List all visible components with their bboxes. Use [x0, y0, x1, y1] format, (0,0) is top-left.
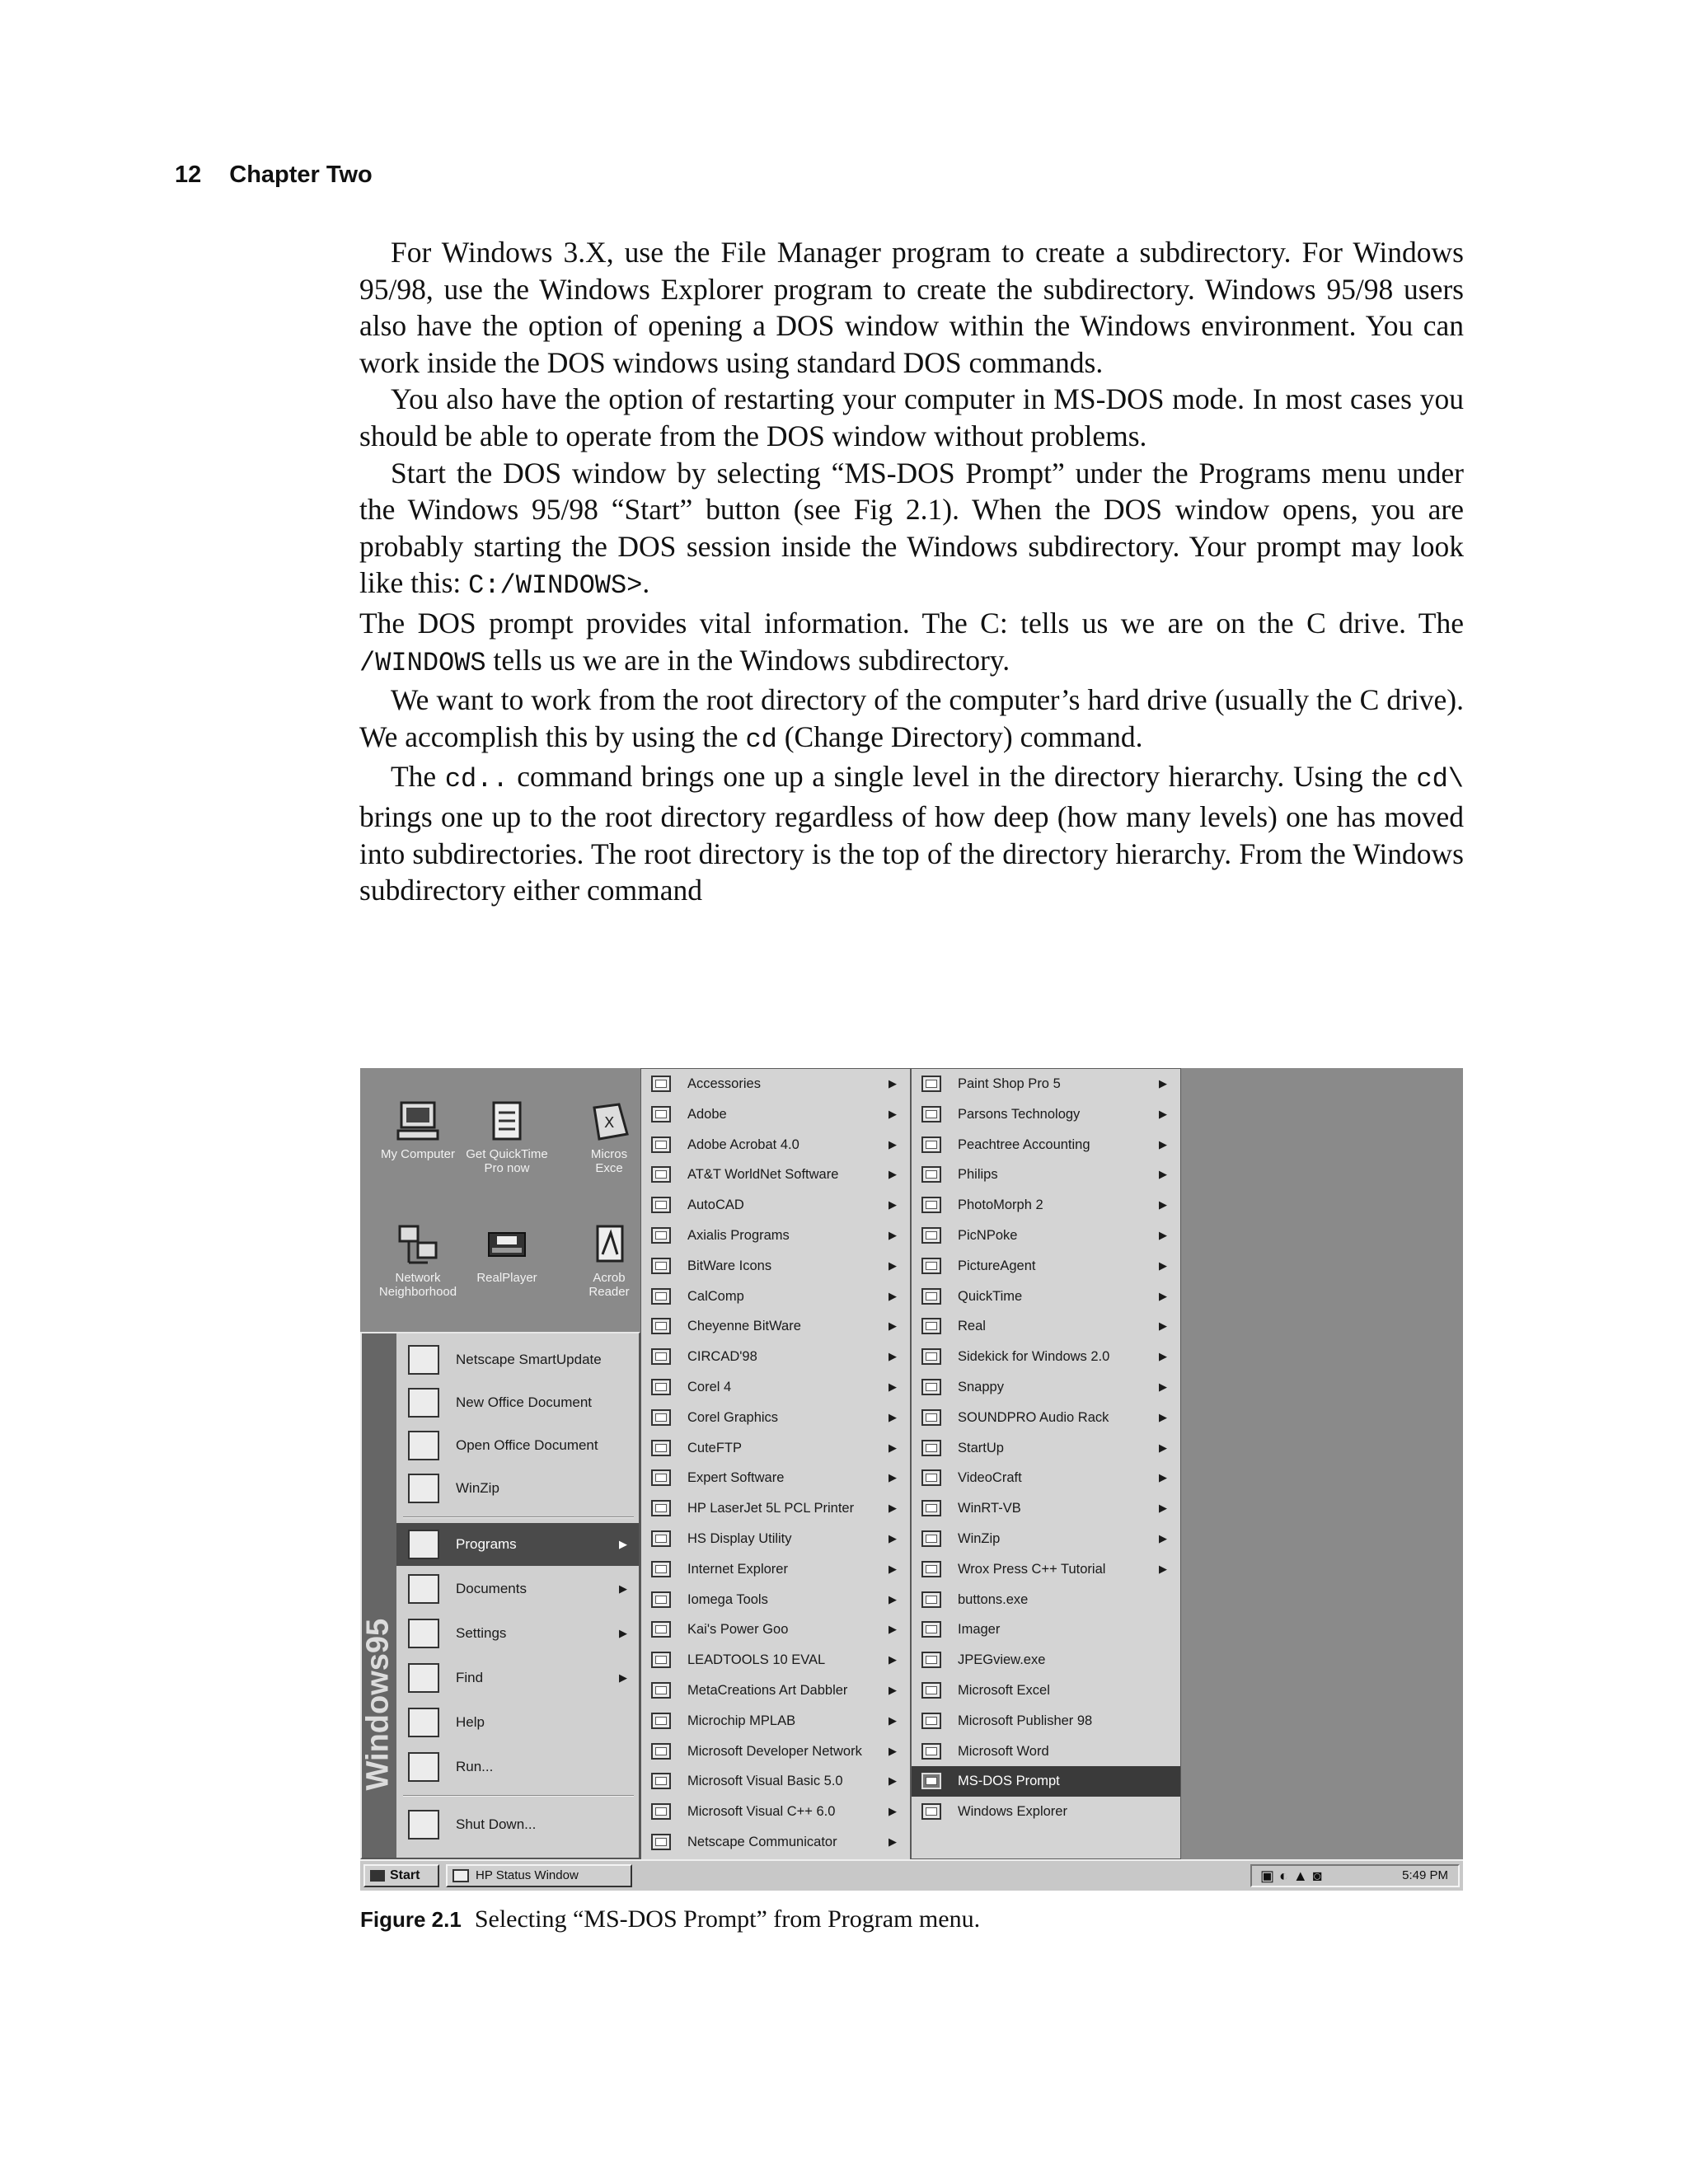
figure-label: Figure 2.1 [360, 1907, 462, 1932]
label: Iomega Tools [687, 1591, 768, 1607]
start-item-find[interactable] [396, 1657, 639, 1699]
programs-menu-column-1 [640, 1068, 911, 1891]
start-item-run[interactable] [396, 1746, 639, 1788]
program-item-winzip[interactable] [912, 1524, 1180, 1554]
program-group-icon [651, 1137, 671, 1153]
program-item-iomega-tools[interactable] [641, 1585, 910, 1615]
label: Start [390, 1868, 420, 1882]
taskbar-button-hp-status[interactable] [446, 1864, 632, 1887]
program-group-icon [651, 1166, 671, 1183]
program-group-icon [651, 1682, 671, 1699]
program-group-icon [651, 1197, 671, 1213]
start-item-programs[interactable] [396, 1523, 639, 1566]
desktop-icon-realplayer[interactable] [449, 1225, 565, 1285]
program-group-icon [921, 1621, 941, 1638]
p5-end: (Change Directory) command. [776, 719, 1143, 753]
program-group-icon [651, 1348, 671, 1365]
paragraph-2: You also have the option of restarting your computer in MS-DOS mode. In most cases you should be able to operate from the DOS window without problems. [359, 382, 1464, 452]
label: Corel 4 [687, 1379, 732, 1394]
program-item-microsoft-excel[interactable] [912, 1675, 1180, 1706]
submenu-arrow-icon: ▶ [1159, 1228, 1167, 1241]
submenu-arrow-icon: ▶ [889, 1653, 897, 1666]
paragraph-4 [359, 605, 1464, 682]
label: Help [456, 1714, 485, 1730]
code-prompt: C:/WINDOWS> [468, 570, 643, 602]
label: RealPlayer [476, 1271, 537, 1285]
submenu-arrow-icon: ▶ [889, 1774, 897, 1788]
program-item-corel-graphics[interactable] [641, 1403, 910, 1433]
start-item-new-office-document[interactable] [396, 1381, 639, 1424]
label: Parsons Technology [958, 1106, 1081, 1122]
program-item-soundpro-audio-rack[interactable] [912, 1403, 1180, 1433]
label: MetaCreations Art Dabbler [687, 1682, 848, 1698]
program-item-circad-98[interactable] [641, 1342, 910, 1372]
program-group-icon [651, 1469, 671, 1486]
program-group-icon [921, 1773, 941, 1789]
document-icon [484, 1101, 530, 1142]
code-cd-dotdot: cd.. [444, 764, 509, 795]
label: Adobe [687, 1106, 727, 1122]
label: MS-DOS Prompt [958, 1774, 1060, 1789]
p6-middle: command brings one up a single level in the directory hierarchy. Using the [508, 760, 1417, 794]
program-item-parsons-technology[interactable] [912, 1099, 1180, 1130]
label: Netscape SmartUpdate [456, 1352, 602, 1367]
label: Settings [456, 1625, 507, 1641]
program-item-microsoft-developer-network[interactable] [641, 1736, 910, 1767]
program-item-expert-software[interactable] [641, 1463, 910, 1493]
label: Axialis Programs [687, 1227, 790, 1243]
submenu-arrow-icon: ▶ [889, 1441, 897, 1454]
label: Adobe Acrobat 4.0 [687, 1137, 799, 1152]
program-group-icon [651, 1076, 671, 1092]
program-group-icon [651, 1227, 671, 1244]
program-item-startup[interactable] [912, 1433, 1180, 1464]
start-item-open-office-document[interactable] [396, 1424, 639, 1467]
program-group-icon [921, 1561, 941, 1577]
label: My Computer [380, 1147, 456, 1161]
program-group-icon [651, 1530, 671, 1547]
program-group-icon [921, 1258, 941, 1274]
submenu-arrow-icon: ▶ [889, 1531, 897, 1544]
run-icon [408, 1752, 439, 1782]
label-2: Pro now [484, 1161, 530, 1175]
p3-end: . [642, 566, 650, 600]
window-icon [452, 1869, 469, 1882]
submenu-arrow-icon: ▶ [889, 1410, 897, 1423]
chapter-title: Chapter Two [229, 162, 373, 188]
submenu-arrow-icon: ▶ [889, 1592, 897, 1605]
label: Microsoft Developer Network [687, 1743, 862, 1759]
start-button[interactable] [363, 1864, 439, 1887]
program-item-metacreations-art-dabbler[interactable] [641, 1675, 910, 1706]
label: Sidekick for Windows 2.0 [958, 1349, 1110, 1365]
shutdown-icon [408, 1810, 439, 1840]
program-group-icon [921, 1106, 941, 1122]
p4-end: tells us we are in the Windows subdirectory. [485, 643, 1010, 677]
submenu-arrow-icon: ▶ [619, 1671, 627, 1684]
code-cd: cd [745, 724, 777, 755]
label: Network [395, 1271, 441, 1285]
submenu-arrow-icon: ▶ [889, 1228, 897, 1241]
submenu-arrow-icon: ▶ [1159, 1471, 1167, 1484]
program-group-icon [921, 1318, 941, 1334]
desktop-icon-excel[interactable] [576, 1101, 642, 1175]
program-group-icon [921, 1348, 941, 1365]
submenu-arrow-icon: ▶ [889, 1350, 897, 1363]
computer-icon [395, 1101, 441, 1142]
program-item-philips[interactable] [912, 1160, 1180, 1190]
submenu-arrow-icon: ▶ [889, 1713, 897, 1727]
svg-text:X: X [604, 1114, 615, 1132]
program-group-icon [651, 1561, 671, 1577]
netscape-icon [408, 1345, 439, 1375]
label-2: Exce [595, 1161, 623, 1175]
program-item-microchip-mplab[interactable] [641, 1706, 910, 1736]
label: Netscape Communicator [687, 1834, 837, 1849]
label: Shut Down... [456, 1816, 537, 1832]
program-item-microsoft-word[interactable] [912, 1736, 1180, 1767]
start-item-netscape-smartupdate[interactable] [396, 1338, 639, 1381]
program-group-icon [651, 1318, 671, 1334]
program-group-icon [651, 1743, 671, 1760]
clock: 5:49 PM [1402, 1868, 1448, 1882]
label: HP Status Window [476, 1868, 579, 1882]
windows95-banner [362, 1333, 396, 1858]
start-item-winzip[interactable] [396, 1467, 639, 1510]
p4-text: The DOS prompt provides vital information. The C: tells us we are on the C drive. The [359, 606, 1464, 640]
excel-icon [586, 1101, 632, 1142]
submenu-arrow-icon: ▶ [1159, 1077, 1167, 1090]
program-item-videocraft[interactable] [912, 1463, 1180, 1493]
find-icon [408, 1663, 439, 1693]
label: Wrox Press C++ Tutorial [958, 1561, 1106, 1577]
label: Accessories [687, 1076, 761, 1091]
page-number: 12 [175, 162, 202, 188]
label: StartUp [958, 1440, 1004, 1455]
label: Get QuickTime [466, 1147, 548, 1161]
program-group-icon [651, 1379, 671, 1395]
program-group-icon [921, 1440, 941, 1456]
program-item-microsoft-visual-basic-5-0[interactable] [641, 1766, 910, 1797]
submenu-arrow-icon: ▶ [889, 1168, 897, 1181]
submenu-arrow-icon: ▶ [1159, 1198, 1167, 1212]
code-cd-root: cd\ [1416, 764, 1464, 795]
submenu-arrow-icon: ▶ [1159, 1531, 1167, 1544]
caption-text: Selecting “MS-DOS Prompt” from Program menu. [474, 1905, 981, 1933]
program-group-icon [921, 1288, 941, 1305]
system-tray [1250, 1864, 1460, 1887]
label: New Office Document [456, 1394, 593, 1410]
submenu-arrow-icon: ▶ [889, 1502, 897, 1515]
label: Open Office Document [456, 1437, 598, 1453]
label: Snappy [958, 1379, 1004, 1394]
program-item-accessories[interactable] [641, 1069, 910, 1099]
program-group-icon [651, 1591, 671, 1608]
program-item-pictureagent[interactable] [912, 1251, 1180, 1282]
p5-text: We want to work from the root directory of the computer’s hard drive (usually the C drive). We accomplish this by using the [359, 683, 1464, 753]
program-item-real[interactable] [912, 1311, 1180, 1342]
program-item-microsoft-visual-c-6-0[interactable] [641, 1797, 910, 1827]
submenu-arrow-icon: ▶ [889, 1683, 897, 1696]
realplayer-icon [484, 1225, 530, 1266]
running-head [175, 162, 373, 189]
network-icon [395, 1225, 441, 1266]
submenu-arrow-icon: ▶ [619, 1582, 627, 1595]
label: buttons.exe [958, 1591, 1029, 1607]
documents-icon [408, 1574, 439, 1604]
program-group-icon [921, 1197, 941, 1213]
program-group-icon [921, 1379, 941, 1395]
program-group-icon [651, 1773, 671, 1789]
start-item-documents[interactable] [396, 1568, 639, 1610]
acrobat-icon [586, 1225, 632, 1266]
desktop-icon-acrobat[interactable] [576, 1225, 642, 1299]
label: PictureAgent [958, 1258, 1036, 1273]
program-group-icon [921, 1227, 941, 1244]
label: QuickTime [958, 1288, 1023, 1304]
program-item-leadtools-10-eval[interactable] [641, 1645, 910, 1675]
program-item-microsoft-publisher-98[interactable] [912, 1706, 1180, 1736]
program-group-icon [921, 1137, 941, 1153]
submenu-arrow-icon: ▶ [1159, 1350, 1167, 1363]
program-item-autocad[interactable] [641, 1190, 910, 1221]
label: Programs [456, 1536, 517, 1552]
label: AT&T WorldNet Software [687, 1167, 839, 1183]
program-item-hp-laserjet-5l-pcl-printer[interactable] [641, 1493, 910, 1524]
start-item-settings[interactable] [396, 1612, 639, 1655]
program-item-hs-display-utility[interactable] [641, 1524, 910, 1554]
submenu-arrow-icon: ▶ [889, 1319, 897, 1333]
paragraph-5 [359, 682, 1464, 758]
label: Find [456, 1670, 484, 1685]
submenu-arrow-icon: ▶ [889, 1471, 897, 1484]
label: Microchip MPLAB [687, 1713, 796, 1728]
label: Expert Software [687, 1470, 785, 1486]
submenu-arrow-icon: ▶ [1159, 1502, 1167, 1515]
program-group-icon [651, 1713, 671, 1729]
program-group-icon [921, 1076, 941, 1092]
program-item-quicktime[interactable] [912, 1282, 1180, 1312]
label: PhotoMorph 2 [958, 1197, 1043, 1213]
program-group-icon [921, 1469, 941, 1486]
program-group-icon [651, 1106, 671, 1122]
submenu-arrow-icon: ▶ [619, 1538, 627, 1550]
label-2: Neighborhood [378, 1285, 457, 1299]
label: Microsoft Visual Basic 5.0 [687, 1774, 843, 1789]
programs-icon [408, 1530, 439, 1559]
program-group-icon [921, 1743, 941, 1760]
winzip-icon [408, 1474, 439, 1503]
p6-text: The [391, 760, 445, 794]
label: WinZip [456, 1480, 499, 1496]
submenu-arrow-icon: ▶ [889, 1077, 897, 1090]
label: PicNPoke [958, 1227, 1018, 1243]
program-item-sidekick-for-windows-2-0[interactable] [912, 1342, 1180, 1372]
taskbar [360, 1859, 1463, 1891]
figure-screenshot [360, 1068, 1463, 1891]
label: Microsoft Word [958, 1743, 1049, 1759]
label: CIRCAD'98 [687, 1349, 757, 1365]
program-item-adobe[interactable] [641, 1099, 910, 1130]
p6-end: brings one up to the root directory regardless of how deep (how many levels) one has moved into subdirectories. The root directory is the top of the directory hierarchy. From the Windows subdirectory either command [359, 799, 1464, 907]
label: Windows Explorer [958, 1804, 1067, 1820]
program-item-peachtree-accounting[interactable] [912, 1130, 1180, 1160]
label: Paint Shop Pro 5 [958, 1076, 1061, 1091]
submenu-arrow-icon: ▶ [889, 1380, 897, 1393]
body-text [359, 234, 1464, 909]
program-item-cuteftp[interactable] [641, 1433, 910, 1464]
submenu-arrow-icon: ▶ [1159, 1289, 1167, 1302]
new-document-icon [408, 1388, 439, 1418]
label: JPEGview.exe [958, 1652, 1046, 1668]
label: Microsoft Excel [958, 1682, 1050, 1698]
submenu-arrow-icon: ▶ [1159, 1258, 1167, 1272]
separator [403, 1516, 634, 1518]
program-group-icon [921, 1530, 941, 1547]
label: Corel Graphics [687, 1409, 779, 1425]
label: Peachtree Accounting [958, 1137, 1090, 1152]
program-group-icon [651, 1288, 671, 1305]
label: Cheyenne BitWare [687, 1319, 801, 1334]
submenu-arrow-icon: ▶ [889, 1289, 897, 1302]
program-item-snappy[interactable] [912, 1372, 1180, 1403]
program-item-jpegview-exe[interactable] [912, 1645, 1180, 1675]
submenu-arrow-icon: ▶ [1159, 1562, 1167, 1575]
submenu-arrow-icon: ▶ [889, 1835, 897, 1848]
start-item-shut-down[interactable] [396, 1803, 639, 1846]
submenu-arrow-icon: ▶ [1159, 1107, 1167, 1120]
program-group-icon [651, 1803, 671, 1820]
submenu-arrow-icon: ▶ [619, 1627, 627, 1639]
program-item-bitware-icons[interactable] [641, 1251, 910, 1282]
p3-text: Start the DOS window by selecting “MS-DOS Prompt” under the Programs menu under the Windows 95/98 “Start” button (see Fig 2.1). When the DOS window opens, you are probably starting the DOS session inside the Windows subdirectory. Your prompt may look like this: [359, 456, 1464, 600]
label: HP LaserJet 5L PCL Printer [687, 1501, 855, 1516]
separator [403, 1795, 634, 1797]
submenu-arrow-icon: ▶ [889, 1744, 897, 1757]
label-2: Reader [588, 1285, 630, 1299]
tray-icons[interactable]: ▣◐▲◙ [1260, 1868, 1327, 1884]
label: LEADTOOLS 10 EVAL [687, 1652, 826, 1668]
program-item-imager[interactable] [912, 1615, 1180, 1645]
program-group-icon [651, 1621, 671, 1638]
label: Philips [958, 1167, 998, 1183]
label: CuteFTP [687, 1440, 743, 1455]
program-item-cheyenne-bitware[interactable] [641, 1311, 910, 1342]
label: Acrob [593, 1271, 626, 1285]
banner-text: Windows95 [360, 1618, 396, 1791]
program-item-picnpoke[interactable] [912, 1221, 1180, 1251]
label: WinRT-VB [958, 1501, 1021, 1516]
program-group-icon [651, 1409, 671, 1426]
label: VideoCraft [958, 1470, 1022, 1486]
submenu-arrow-icon: ▶ [889, 1805, 897, 1818]
program-group-icon [651, 1440, 671, 1456]
submenu-arrow-icon: ▶ [1159, 1168, 1167, 1181]
program-item-windows-explorer[interactable] [912, 1797, 1180, 1827]
label: Internet Explorer [687, 1561, 788, 1577]
submenu-arrow-icon: ▶ [889, 1623, 897, 1636]
label: Micros [590, 1147, 628, 1161]
label: Microsoft Visual C++ 6.0 [687, 1804, 836, 1820]
program-item-photomorph-2[interactable] [912, 1190, 1180, 1221]
program-item-calcomp[interactable] [641, 1282, 910, 1312]
submenu-arrow-icon: ▶ [889, 1107, 897, 1120]
paragraph-3 [359, 455, 1464, 605]
label: Real [958, 1319, 986, 1334]
submenu-arrow-icon: ▶ [889, 1562, 897, 1575]
desktop-icon-quicktime[interactable] [449, 1101, 565, 1175]
program-item-wrox-press-c-tutorial[interactable] [912, 1554, 1180, 1585]
program-item-kai-s-power-goo[interactable] [641, 1615, 910, 1645]
program-group-icon [921, 1803, 941, 1820]
label: Kai's Power Goo [687, 1622, 789, 1638]
windows-flag-icon [370, 1870, 385, 1882]
program-group-icon [921, 1591, 941, 1608]
settings-icon [408, 1619, 439, 1648]
label: SOUNDPRO Audio Rack [958, 1409, 1109, 1425]
label: Run... [456, 1759, 494, 1774]
program-group-icon [921, 1682, 941, 1699]
program-item-corel-4[interactable] [641, 1372, 910, 1403]
label: CalComp [687, 1288, 744, 1304]
program-item-buttons-exe[interactable] [912, 1585, 1180, 1615]
program-group-icon [921, 1652, 941, 1668]
submenu-arrow-icon: ▶ [889, 1258, 897, 1272]
program-item-axialis-programs[interactable] [641, 1221, 910, 1251]
program-group-icon [651, 1652, 671, 1668]
folder-icon [408, 1431, 439, 1460]
program-group-icon [651, 1500, 671, 1516]
program-item-winrt-vb[interactable] [912, 1493, 1180, 1524]
program-group-icon [921, 1713, 941, 1729]
program-item-internet-explorer[interactable] [641, 1554, 910, 1585]
help-icon [408, 1708, 439, 1737]
submenu-arrow-icon: ▶ [1159, 1137, 1167, 1151]
program-group-icon [921, 1500, 941, 1516]
figure-caption [360, 1905, 980, 1933]
label: BitWare Icons [687, 1258, 772, 1273]
program-group-icon [921, 1409, 941, 1426]
program-item-netscape-communicator[interactable] [641, 1827, 910, 1858]
start-item-help[interactable] [396, 1701, 639, 1744]
start-menu [360, 1332, 640, 1859]
program-item-adobe-acrobat-4-0[interactable] [641, 1130, 910, 1160]
program-group-icon [921, 1166, 941, 1183]
program-item-ms-dos-prompt[interactable] [912, 1766, 1180, 1797]
program-group-icon [651, 1834, 671, 1850]
submenu-arrow-icon: ▶ [889, 1137, 897, 1151]
program-item-paint-shop-pro-5[interactable] [912, 1069, 1180, 1099]
program-item-at-t-worldnet-software[interactable] [641, 1160, 910, 1190]
label: AutoCAD [687, 1197, 744, 1213]
label: WinZip [958, 1530, 1001, 1546]
label: Imager [958, 1622, 1001, 1638]
program-group-icon [651, 1258, 671, 1274]
programs-menu-column-2 [911, 1068, 1181, 1859]
label: Microsoft Publisher 98 [958, 1713, 1093, 1728]
label: HS Display Utility [687, 1530, 792, 1546]
submenu-arrow-icon: ▶ [1159, 1441, 1167, 1454]
label: Documents [456, 1581, 527, 1596]
submenu-arrow-icon: ▶ [889, 1198, 897, 1212]
submenu-arrow-icon: ▶ [1159, 1319, 1167, 1333]
paragraph-6 [359, 758, 1464, 908]
submenu-arrow-icon: ▶ [1159, 1380, 1167, 1393]
paragraph-1: For Windows 3.X, use the File Manager program to create a subdirectory. For Windows 95/98, use the Windows Explorer program to create the subdirectory. Windows 95/98 users also have the option of opening a DOS window within the Windows environment. You can work inside the DOS windows using standard DOS commands. [359, 236, 1464, 379]
submenu-arrow-icon: ▶ [1159, 1410, 1167, 1423]
code-windows: /WINDOWS [359, 647, 486, 678]
